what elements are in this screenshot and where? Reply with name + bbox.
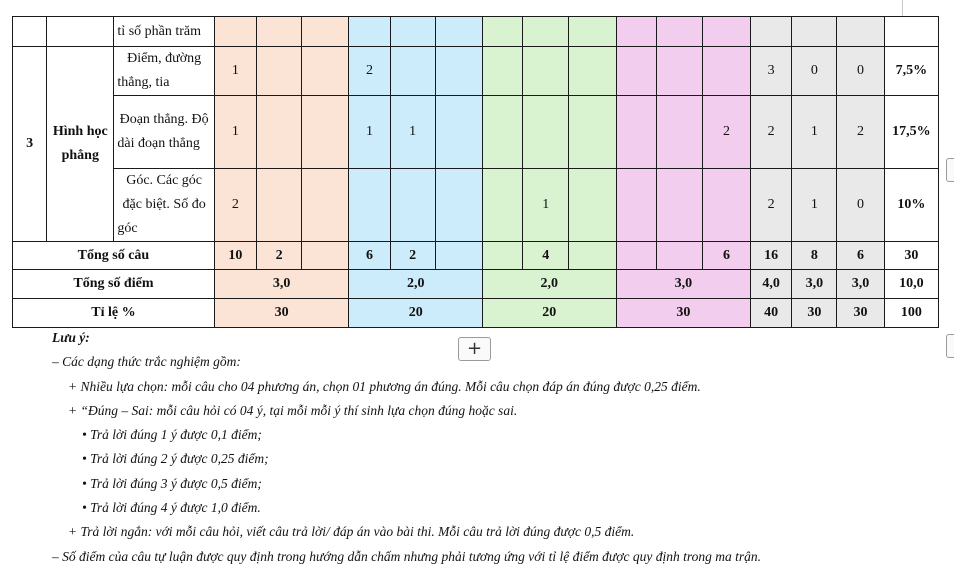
notes-title: Lưu ý: [52, 330, 90, 345]
summary-cell: 1 [792, 96, 837, 169]
count-cell [435, 96, 482, 169]
summary-cell: 3 [751, 47, 792, 96]
percent-cell: 10% [884, 169, 938, 242]
count-cell [616, 242, 656, 270]
summary-cell: 2 [837, 96, 884, 169]
count-cell [482, 169, 522, 242]
count-cell [616, 96, 656, 169]
summary-cell: 2 [751, 96, 792, 169]
summary-cell: 30 [837, 299, 884, 328]
note-line: + “Đúng – Sai: mỗi câu hỏi có 04 ý, tại mỗi mỗi ý thí sinh lựa chọn đúng hoặc sai. [68, 402, 518, 418]
group-cell: 20 [482, 299, 616, 328]
count-cell: 1 [349, 96, 390, 169]
count-cell [702, 47, 750, 96]
table-cell [435, 17, 482, 47]
summary-cell: 40 [751, 299, 792, 328]
count-cell [523, 47, 569, 96]
table-cell [656, 17, 702, 47]
group-cell: 3,0 [214, 270, 349, 299]
total-questions-row [13, 242, 939, 270]
summary-cell: 0 [837, 47, 884, 96]
count-cell [569, 169, 616, 242]
count-cell [616, 47, 656, 96]
count-cell [302, 242, 349, 270]
count-cell [390, 47, 435, 96]
count-cell [482, 242, 522, 270]
plus-icon: + [466, 338, 483, 359]
table-cell [702, 17, 750, 47]
table-row [13, 169, 939, 242]
table-cell [13, 17, 47, 47]
count-cell: 1 [214, 96, 256, 169]
table-cell [302, 17, 349, 47]
count-cell: 10 [214, 242, 256, 270]
table-cell [837, 17, 884, 47]
count-cell: 2 [390, 242, 435, 270]
summary-cell: 16 [751, 242, 792, 270]
summary-cell: 4,0 [751, 270, 792, 299]
count-cell [257, 169, 302, 242]
note-line: + Trả lời ngắn: với mỗi câu hỏi, viết câu trả lời/ đáp án vào bài thi. Mỗi câu trả lời đúng được 0,5 điểm. [68, 524, 635, 540]
table-row [13, 96, 939, 169]
count-cell: 6 [702, 242, 750, 270]
summary-cell: 3,0 [837, 270, 884, 299]
row-label: Tỉ lệ % [13, 299, 215, 328]
count-cell [569, 242, 616, 270]
group-cell: 3,0 [616, 270, 751, 299]
topic-cell: Hình học phẳng [47, 47, 114, 242]
count-cell [257, 47, 302, 96]
row-label: Tổng số điểm [13, 270, 215, 299]
total-cell: 100 [884, 299, 938, 328]
group-cell: 2,0 [349, 270, 483, 299]
lesson-cell: Điểm, đường thẳng, tia [114, 47, 214, 96]
count-cell [656, 242, 702, 270]
summary-cell: 6 [837, 242, 884, 270]
table-handle-icon[interactable] [946, 158, 954, 182]
note-line: • Trả lời đúng 3 ý được 0,5 điểm; [82, 475, 262, 491]
count-cell [569, 47, 616, 96]
count-cell [702, 169, 750, 242]
count-cell: 2 [349, 47, 390, 96]
table-cell [792, 17, 837, 47]
table-cell [349, 17, 390, 47]
count-cell [656, 96, 702, 169]
note-line: • Trả lời đúng 1 ý được 0,1 điểm; [82, 427, 262, 443]
count-cell: 1 [390, 96, 435, 169]
count-cell: 6 [349, 242, 390, 270]
ratio-row [13, 299, 939, 328]
note-line: – Số điểm của câu tự luận được quy định trong hướng dẫn chấm nhưng phải tương ứng với tỉ lệ điểm được quy định trong ma trận. [52, 548, 761, 564]
table-cell [523, 17, 569, 47]
notes-section [52, 326, 932, 569]
count-cell [390, 169, 435, 242]
table-cell [47, 17, 114, 47]
table-cell [214, 17, 256, 47]
total-points-row [13, 270, 939, 299]
count-cell: 1 [523, 169, 569, 242]
table-row [13, 17, 939, 47]
count-cell [656, 47, 702, 96]
table-row [13, 47, 939, 96]
count-cell: 2 [702, 96, 750, 169]
note-line: – Các dạng thức trắc nghiệm gồm: [52, 354, 241, 370]
count-cell: 2 [214, 169, 256, 242]
count-cell [656, 169, 702, 242]
summary-cell: 1 [792, 169, 837, 242]
summary-cell: 3,0 [792, 270, 837, 299]
percent-cell: 17,5% [884, 96, 938, 169]
row-label: Tổng số câu [13, 242, 215, 270]
summary-cell: 0 [792, 47, 837, 96]
group-cell: 30 [214, 299, 349, 328]
lesson-cell: Đoạn thẳng. Độ dài đoạn thẳng [114, 96, 214, 169]
summary-cell: 2 [751, 169, 792, 242]
table-cell [482, 17, 522, 47]
count-cell: 1 [214, 47, 256, 96]
count-cell [523, 96, 569, 169]
count-cell [302, 96, 349, 169]
note-line: • Trả lời đúng 2 ý được 0,25 điểm; [82, 451, 269, 467]
count-cell [569, 96, 616, 169]
total-cell: 30 [884, 242, 938, 270]
count-cell [616, 169, 656, 242]
percent-cell: 7,5% [884, 47, 938, 96]
count-cell [302, 47, 349, 96]
section-number: 3 [13, 47, 47, 242]
count-cell [482, 47, 522, 96]
count-cell [349, 169, 390, 242]
table-cell [884, 17, 938, 47]
summary-cell: 0 [837, 169, 884, 242]
count-cell [435, 47, 482, 96]
note-line: • Trả lời đúng 4 ý được 1,0 điểm. [82, 500, 261, 516]
count-cell [482, 96, 522, 169]
group-cell: 20 [349, 299, 483, 328]
assessment-matrix-table [12, 16, 939, 328]
table-cell [257, 17, 302, 47]
table-cell [390, 17, 435, 47]
summary-cell: 8 [792, 242, 837, 270]
group-cell: 30 [616, 299, 751, 328]
summary-cell: 30 [792, 299, 837, 328]
table-cell [569, 17, 616, 47]
count-cell [257, 96, 302, 169]
group-cell: 2,0 [482, 270, 616, 299]
count-cell [435, 169, 482, 242]
count-cell [302, 169, 349, 242]
count-cell: 2 [257, 242, 302, 270]
table-cell [751, 17, 792, 47]
count-cell [435, 242, 482, 270]
total-cell: 10,0 [884, 270, 938, 299]
table-handle-icon[interactable] [946, 334, 954, 358]
lesson-cell: tỉ số phần trăm [114, 17, 214, 47]
lesson-cell: Góc. Các góc đặc biệt. Số đo góc [114, 169, 214, 242]
count-cell: 4 [523, 242, 569, 270]
table-cell [616, 17, 656, 47]
note-line: + Nhiều lựa chọn: mỗi câu cho 04 phương án, chọn 01 phương án đúng. Mỗi câu chọn đáp án đúng được 0,25 điểm. [68, 378, 701, 394]
